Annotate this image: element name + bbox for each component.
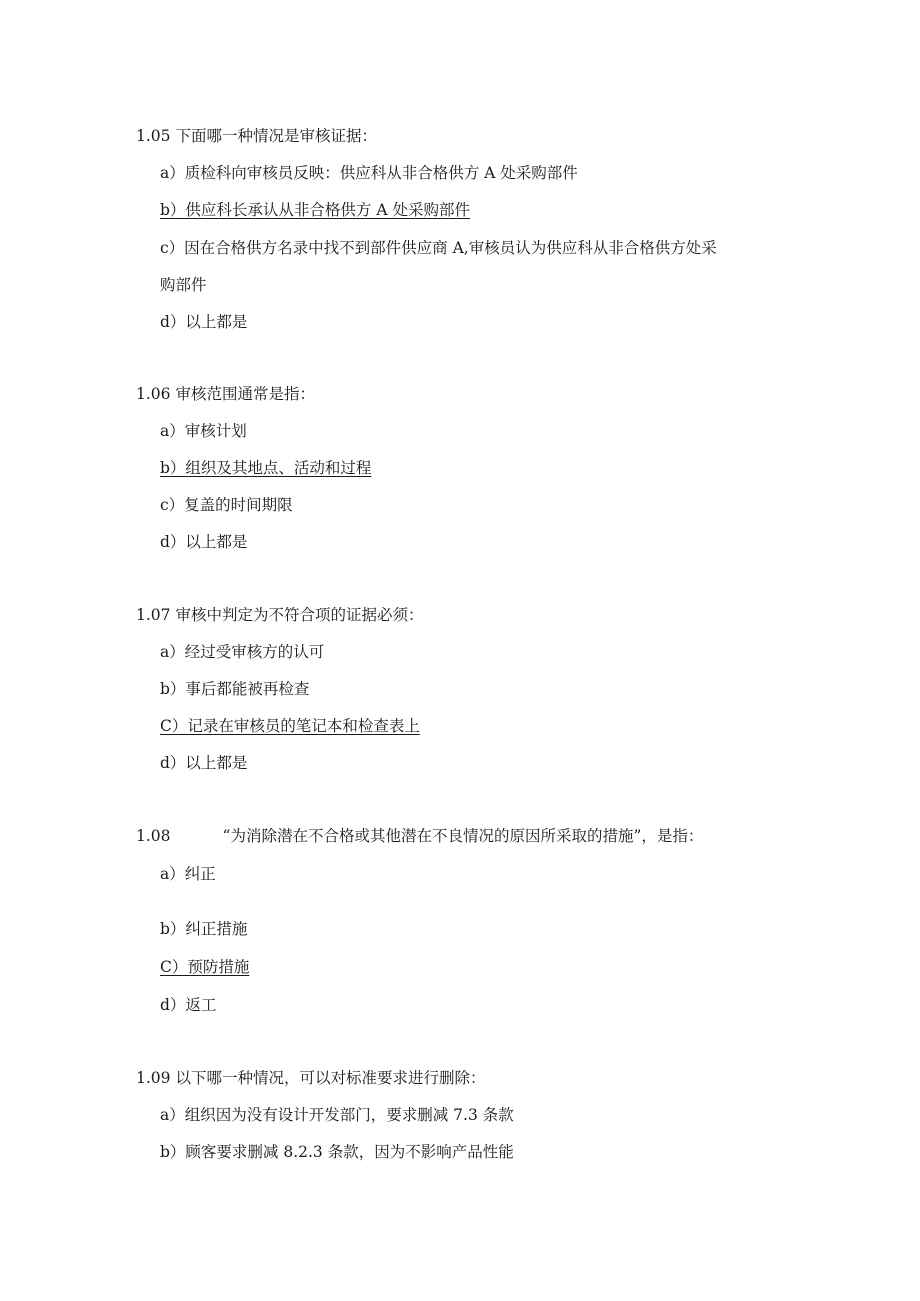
question-1-08-stem: “为消除潜在不合格或其他潜在不良情况的原因所采取的措施”，是指： bbox=[222, 827, 704, 845]
question-1-05-stem: 1.05 下面哪一种情况是审核证据： bbox=[136, 127, 377, 145]
question-1-05-option-c: c）因在合格供方名录中找不到部件供应商 A,审核员认为供应科从非合格供方处采 bbox=[160, 239, 717, 257]
question-1-08-number: 1.08 bbox=[136, 827, 171, 845]
question-1-07-option-d: d）以上都是 bbox=[160, 754, 248, 772]
question-1-08-option-d: d）返工 bbox=[160, 996, 217, 1014]
question-1-05-option-b-answer: b）供应科长承认从非合格供方 A 处采购部件 bbox=[160, 201, 470, 219]
question-1-09-stem: 1.09 以下哪一种情况，可以对标准要求进行删除： bbox=[136, 1069, 486, 1087]
question-1-08-stem-line bbox=[136, 826, 703, 846]
question-1-06-option-a: a）审核计划 bbox=[160, 422, 247, 440]
question-1-05-option-c-continued: 购部件 bbox=[160, 276, 207, 294]
question-1-09-option-b: b）顾客要求删减 8.2.3 条款，因为不影响产品性能 bbox=[160, 1143, 514, 1161]
question-1-07-option-b: b）事后都能被再检查 bbox=[160, 680, 310, 698]
question-1-05-option-a: a）质检科向审核员反映：供应科从非合格供方 A 处采购部件 bbox=[160, 164, 578, 182]
question-1-05-option-d: d）以上都是 bbox=[160, 313, 248, 331]
question-1-07-option-c-answer: C）记录在审核员的笔记本和检查表上 bbox=[160, 717, 420, 735]
question-1-06-option-d: d）以上都是 bbox=[160, 533, 248, 551]
question-1-06-option-c: c）复盖的时间期限 bbox=[160, 496, 293, 514]
question-1-08-option-c-answer: C）预防措施 bbox=[160, 958, 250, 976]
question-1-07-option-a: a）经过受审核方的认可 bbox=[160, 643, 325, 661]
question-1-06-stem: 1.06 审核范围通常是指： bbox=[136, 385, 315, 403]
question-1-07-stem: 1.07 审核中判定为不符合项的证据必须： bbox=[136, 606, 424, 624]
question-1-08-option-a: a）纠正 bbox=[160, 865, 216, 883]
question-1-09-option-a: a）组织因为没有设计开发部门，要求删减 7.3 条款 bbox=[160, 1106, 514, 1124]
question-1-08-option-b: b）纠正措施 bbox=[160, 920, 248, 938]
question-1-06-option-b-answer: b）组织及其地点、活动和过程 bbox=[160, 459, 372, 477]
